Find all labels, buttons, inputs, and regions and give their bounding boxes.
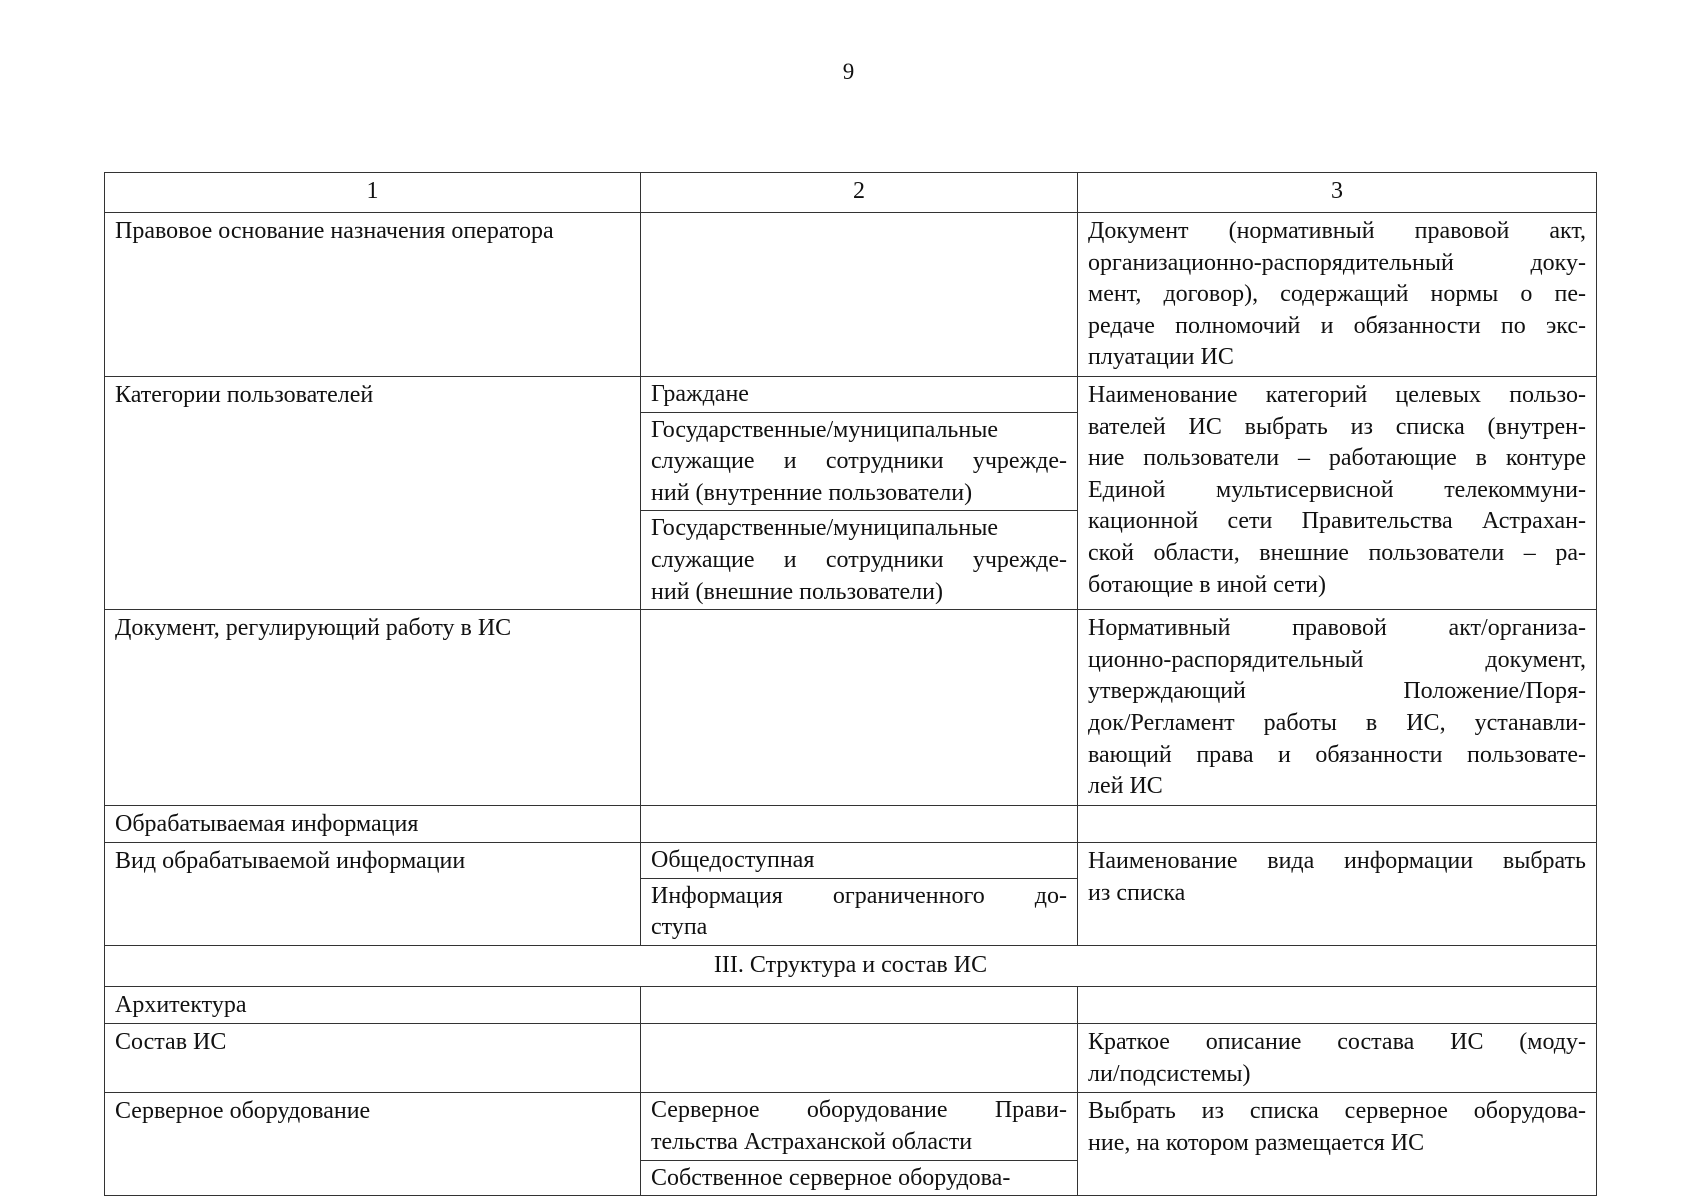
row-empty-cell — [1078, 986, 1597, 1024]
text-line: служащие и сотрудники учрежде- — [651, 448, 1067, 475]
text-line: Нормативный правовой акт/организа- — [1088, 615, 1586, 642]
row-label: Состав ИС — [105, 1024, 641, 1093]
row-description — [1078, 1093, 1597, 1196]
text-line: из списка — [1088, 879, 1186, 906]
text-line: вающий права и обязанности пользовате- — [1088, 741, 1586, 768]
row-description — [1078, 610, 1597, 806]
option-cell — [641, 511, 1078, 610]
text-line: док/Регламент работы в ИС, устанавли- — [1088, 709, 1586, 736]
row-label: Серверное оборудование — [105, 1093, 641, 1196]
row-empty-cell — [1078, 805, 1597, 843]
text-line: кационной сети Правительства Астрахан- — [1088, 508, 1586, 535]
text-line: организационно-распорядительный доку- — [1088, 249, 1586, 276]
header-col-1: 1 — [105, 173, 641, 213]
text-line: ний (внешние пользователи) — [651, 578, 943, 605]
text-line: ционно-распорядительный документ, — [1088, 646, 1586, 673]
text-line: Единой мультисервисной телекоммуни- — [1088, 476, 1586, 503]
text-line: плуатации ИС — [1088, 344, 1234, 371]
text-line: Наименование категорий целевых пользо- — [1088, 381, 1586, 408]
table-row — [105, 1024, 1597, 1093]
row-label: Вид обрабатываемой информации — [105, 843, 641, 946]
text-line: ботающие в иной сети) — [1088, 571, 1327, 598]
text-line: Граждане — [651, 380, 749, 407]
document-table — [104, 172, 1597, 1196]
table-row — [105, 213, 1597, 377]
row-description — [1078, 376, 1597, 609]
text-line: Государственные/муниципальные — [651, 515, 998, 542]
row-description — [1078, 213, 1597, 377]
section-row — [105, 946, 1597, 987]
text-line: Общедоступная — [651, 847, 815, 874]
text-line: ли/подсистемы) — [1088, 1060, 1251, 1087]
text-line: тельства Астраханской области — [651, 1129, 973, 1156]
text-line: Информация ограниченного до- — [651, 882, 1067, 909]
text-line: ступа — [651, 914, 708, 941]
table-row — [105, 1093, 1597, 1160]
table-row — [105, 843, 1597, 879]
row-label: Обрабатываемая информация — [105, 805, 641, 843]
text-line: вателей ИС выбрать из списка (внутрен- — [1088, 413, 1586, 440]
row-empty-cell — [641, 213, 1078, 377]
row-empty-cell — [641, 986, 1078, 1024]
text-line: мент, договор), содержащий нормы о пе- — [1088, 281, 1586, 308]
text-line: ние, на котором размещается ИС — [1088, 1130, 1425, 1157]
option-cell — [641, 1093, 1078, 1160]
header-col-3: 3 — [1078, 173, 1597, 213]
option-cell — [641, 376, 1078, 412]
text-line: Серверное оборудование Прави- — [651, 1097, 1067, 1124]
text-line: Государственные/муниципальные — [651, 416, 998, 443]
table-row — [105, 805, 1597, 843]
table-row — [105, 610, 1597, 806]
option-cell — [641, 878, 1078, 945]
row-label: Архитектура — [105, 986, 641, 1024]
table-header-row — [105, 173, 1597, 213]
section-title: III. Структура и состав ИС — [105, 946, 1597, 987]
text-line: Наименование вида информации выбрать — [1088, 848, 1586, 875]
text-line: лей ИС — [1088, 773, 1163, 800]
text-line: ской области, внешние пользователи – ра- — [1088, 539, 1586, 566]
row-empty-cell — [641, 610, 1078, 806]
row-description — [1078, 1024, 1597, 1093]
text-line: Собственное серверное оборудова- — [651, 1164, 1011, 1191]
text-line: служащие и сотрудники учрежде- — [651, 546, 1067, 573]
header-col-2: 2 — [641, 173, 1078, 213]
row-empty-cell — [641, 805, 1078, 843]
page-number: 9 — [842, 59, 855, 84]
option-cell — [641, 412, 1078, 511]
text-line: Выбрать из списка серверное оборудова- — [1088, 1098, 1586, 1125]
text-line: утверждающий Положение/Поря- — [1088, 678, 1586, 705]
text-line: Краткое описание состава ИС (моду- — [1088, 1029, 1586, 1056]
row-label: Правовое основание назначения оператора — [105, 213, 641, 377]
option-cell — [641, 1160, 1078, 1196]
row-label: Документ, регулирующий работу в ИС — [105, 610, 641, 806]
option-cell — [641, 843, 1078, 879]
row-label: Категории пользователей — [105, 376, 641, 609]
table-row — [105, 986, 1597, 1024]
text-line: редаче полномочий и обязанности по экс- — [1088, 312, 1586, 339]
table-row — [105, 376, 1597, 412]
text-line: ние пользователи – работающие в контуре — [1088, 445, 1586, 472]
text-line: ний (внутренние пользователи) — [651, 479, 973, 506]
row-description — [1078, 843, 1597, 946]
row-empty-cell — [641, 1024, 1078, 1093]
text-line: Документ (нормативный правовой акт, — [1088, 218, 1586, 244]
